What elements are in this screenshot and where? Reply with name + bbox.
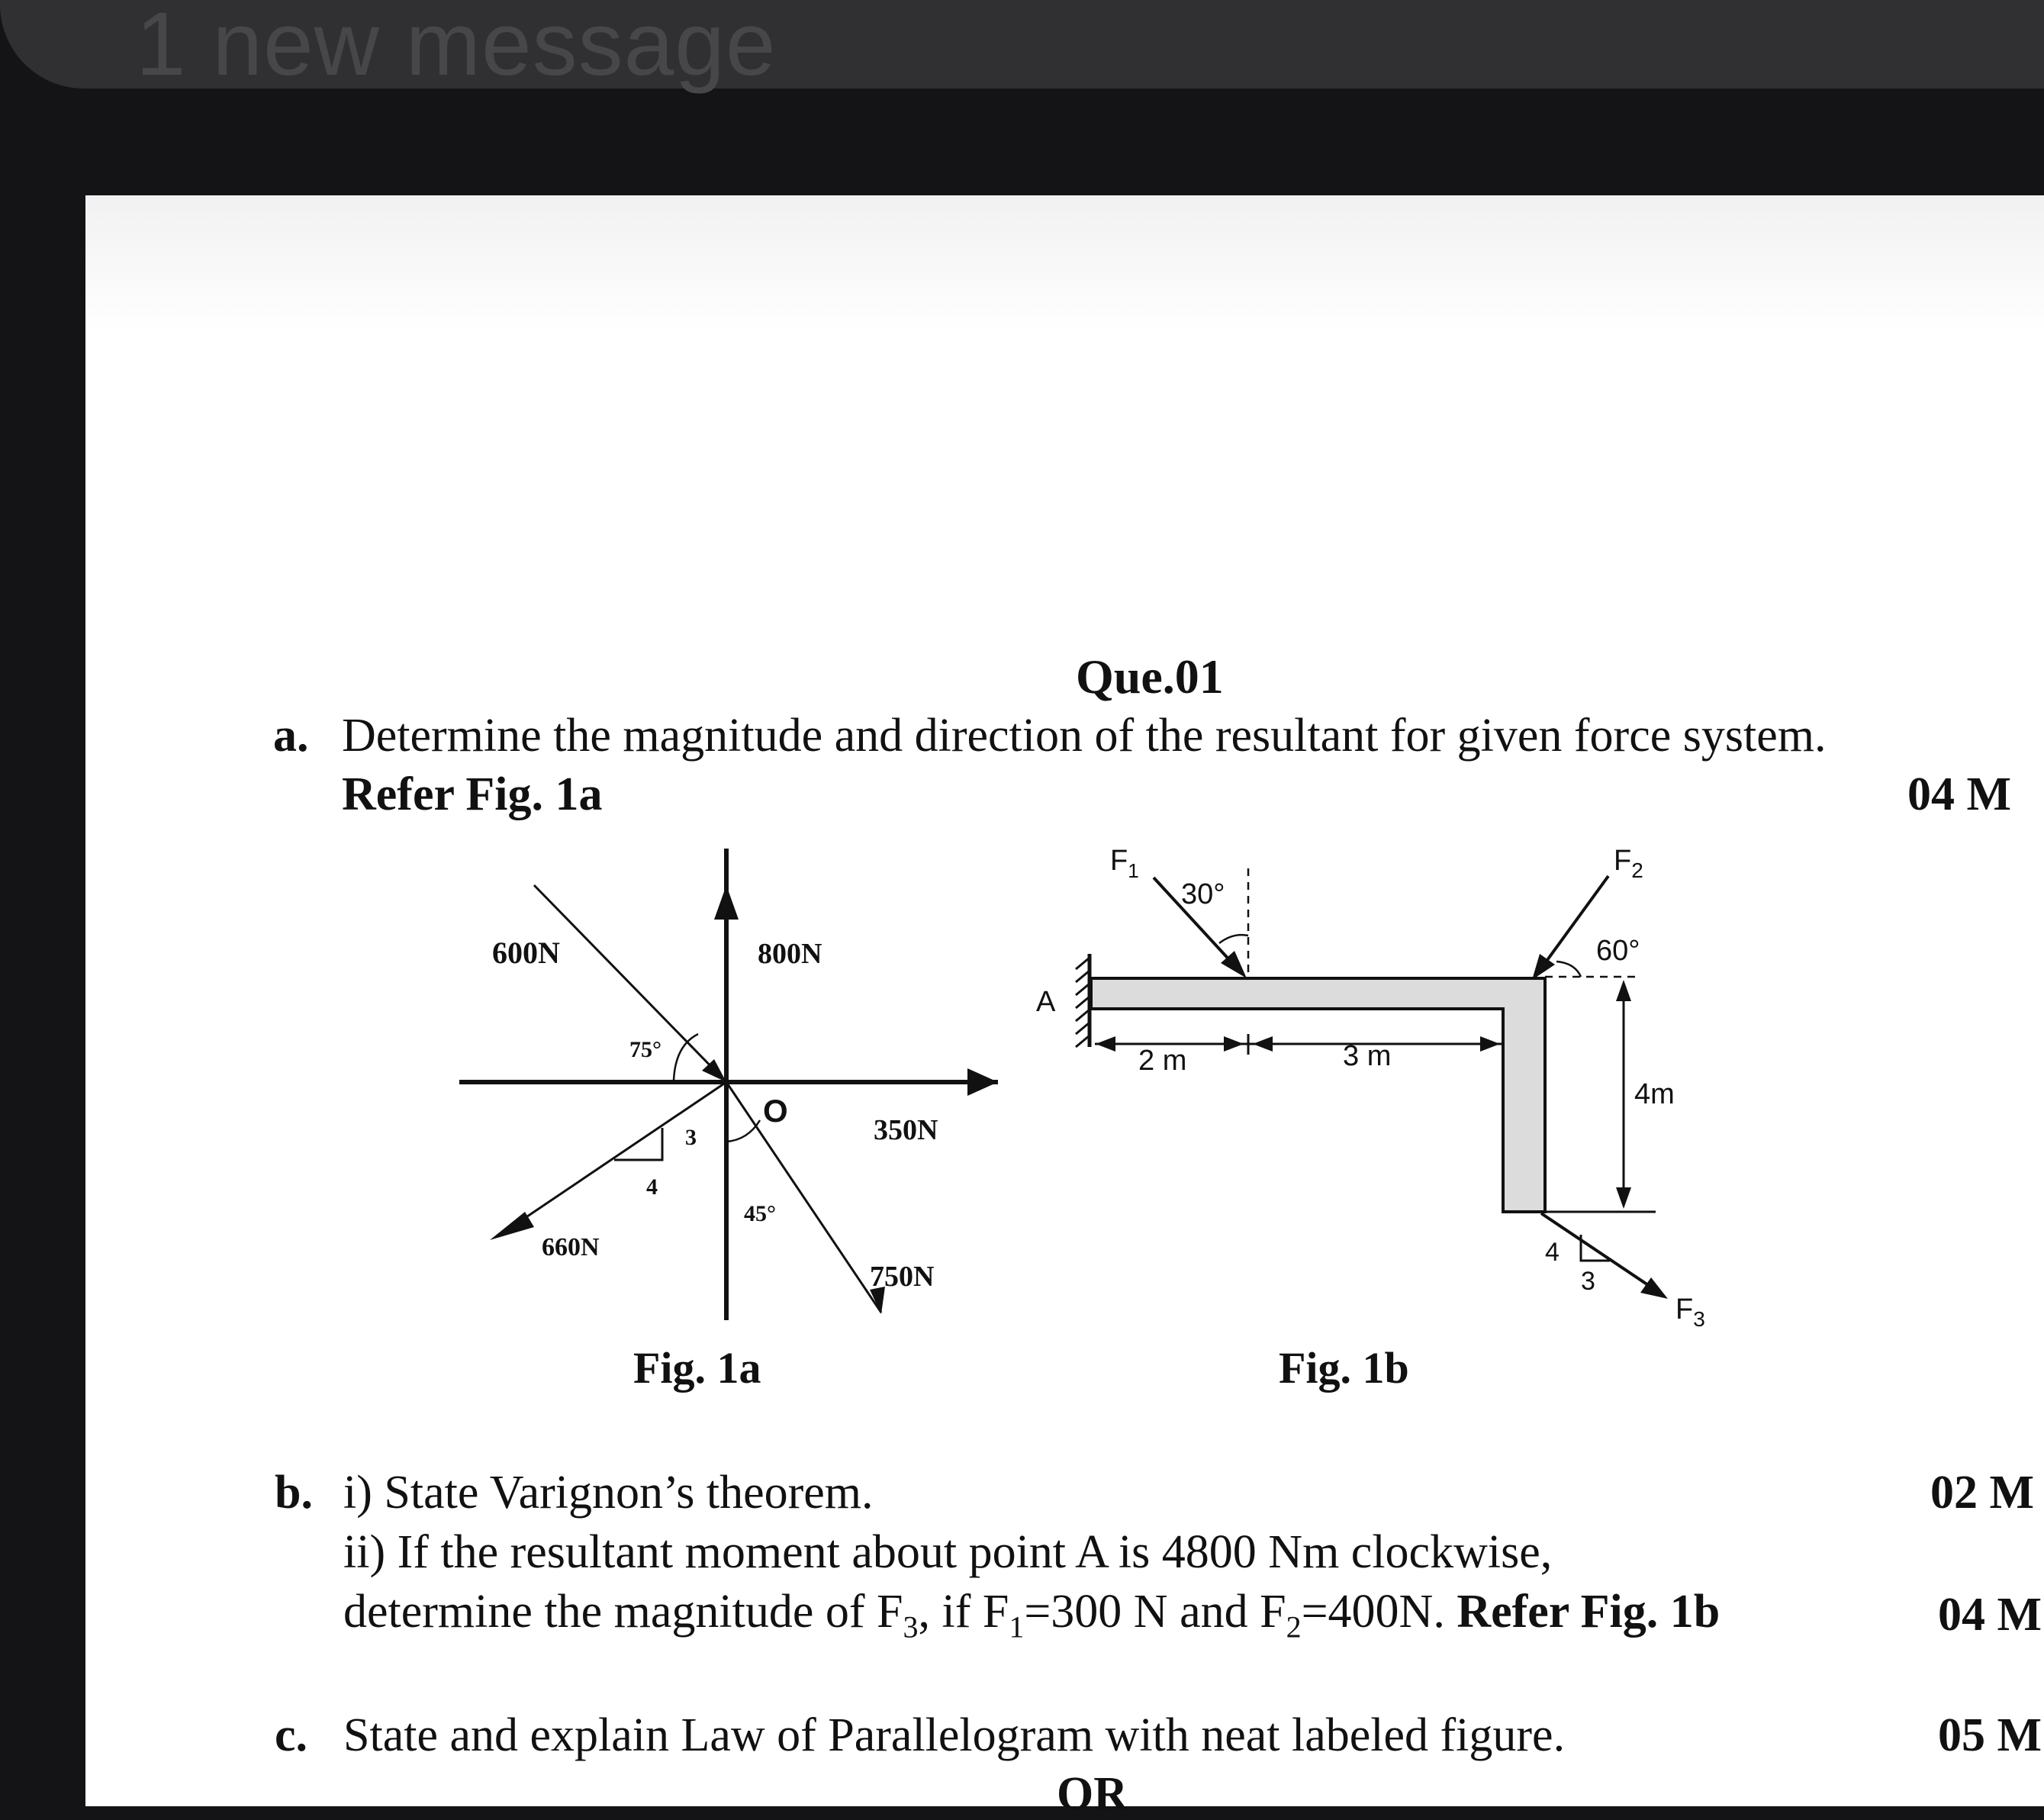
label-slope-4: 4 [646, 1174, 658, 1200]
label-45deg: 45° [744, 1201, 776, 1226]
part-b-marks-2: 04 M [1938, 1589, 2042, 1641]
notification-text[interactable]: 1 new message [136, 0, 777, 95]
angle-60-arc [1556, 962, 1581, 977]
part-b-line3: determine the magnitude of $F_3$, if $F_1=300$ N and $F_2=400N$. Refer Fig. 1b [343, 1586, 1721, 1644]
part-b-line1: i) State Varignon’s theorem. [343, 1467, 874, 1519]
part-c-marks: 05 M [1938, 1709, 2042, 1761]
or-divider: OR [1057, 1768, 1128, 1820]
label-2m: 2 m [1138, 1045, 1187, 1077]
dim-arrow-2m-end [1224, 1036, 1244, 1052]
label-a: A [1036, 986, 1056, 1018]
dim-arrow-3m-start [1253, 1036, 1273, 1052]
label-f1: $F_1$ [1110, 845, 1139, 882]
angle-30-arc [1219, 935, 1248, 943]
label-600n: 600N [492, 936, 560, 970]
caption-fig-1a: Fig. 1a [633, 1343, 761, 1393]
part-a-label: a. [273, 710, 309, 762]
label-4m: 4m [1634, 1078, 1675, 1110]
part-a-line2: Refer Fig. 1a [342, 768, 603, 820]
l-beam [1091, 978, 1545, 1212]
force-f3-arrowhead [1640, 1277, 1668, 1299]
dim-arrow-bottom [1616, 1187, 1631, 1209]
part-c-text: State and explain Law of Parallelogram with neat labeled figure. [343, 1709, 1566, 1761]
wall-hatching [1076, 958, 1090, 1047]
label-f2: $F_2$ [1614, 845, 1643, 882]
label-60deg: 60° [1596, 935, 1640, 967]
question-title: Que.01 [1076, 649, 1224, 704]
label-350n: 350N [874, 1114, 938, 1146]
dim-arrow-3m-end [1480, 1036, 1500, 1052]
label-f3: $F_3$ [1675, 1293, 1705, 1331]
label-slope-4-f3: 4 [1545, 1238, 1560, 1267]
label-3m: 3 m [1343, 1040, 1392, 1072]
part-a-line1: Determine the magnitude and direction of the resultant for given force system. [342, 710, 1827, 762]
label-slope-3: 3 [685, 1125, 697, 1150]
part-a-marks: 04 M [1907, 768, 2012, 820]
part-b-label: b. [275, 1467, 313, 1519]
label-660n: 660N [542, 1233, 600, 1261]
label-30deg: 30° [1181, 878, 1225, 910]
label-800n: 800N [758, 938, 822, 970]
label-750n: 750N [870, 1261, 935, 1293]
dim-arrow-left [1096, 1036, 1115, 1052]
part-c-label: c. [275, 1709, 308, 1761]
part-b-line2: ii) If the resultant moment about point A is 4800 Nm clockwise, [343, 1526, 1553, 1578]
label-origin: O [763, 1093, 788, 1129]
dim-arrow-top [1616, 980, 1631, 1001]
caption-fig-1b: Fig. 1b [1279, 1343, 1409, 1393]
label-75deg: 75° [629, 1037, 661, 1062]
label-slope-3-f3: 3 [1581, 1267, 1595, 1296]
part-b-marks-1: 02 M [1930, 1467, 2035, 1519]
